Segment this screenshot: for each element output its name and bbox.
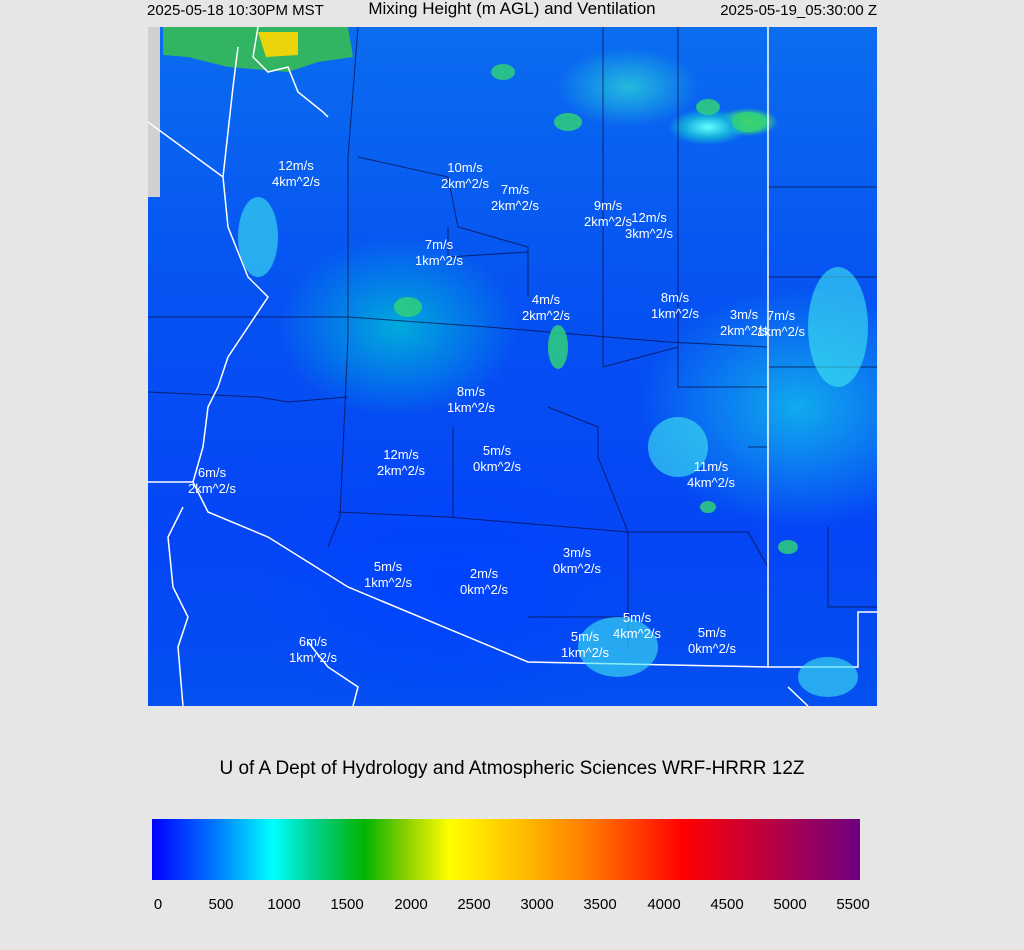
map-label: 5m/s 4km^2/s bbox=[612, 610, 662, 641]
colorbar-tick: 4000 bbox=[647, 896, 681, 913]
colorbar-tick: 5500 bbox=[836, 896, 870, 913]
map-label: 3m/s 0km^2/s bbox=[552, 545, 602, 576]
map-label: 7m/s 1km^2/s bbox=[414, 237, 464, 268]
map-label: 6m/s 2km^2/s bbox=[187, 465, 237, 496]
map-label: 5m/s 1km^2/s bbox=[560, 629, 610, 660]
map-label: 12m/s 2km^2/s bbox=[376, 447, 426, 478]
colorbar-tick: 1000 bbox=[267, 896, 301, 913]
colorbar-tick: 2000 bbox=[394, 896, 428, 913]
map-label: 7m/s 2km^2/s bbox=[490, 182, 540, 213]
colorbar-tick: 3000 bbox=[520, 896, 554, 913]
map-overlay bbox=[148, 27, 877, 706]
colorbar-tick: 500 bbox=[208, 896, 234, 913]
colorbar-tick: 5000 bbox=[773, 896, 807, 913]
utc-timestamp: 2025-05-19_05:30:00 Z bbox=[720, 2, 877, 19]
colorbar-tick: 0 bbox=[153, 896, 163, 913]
map-label: 7m/s 1km^2/s bbox=[756, 308, 806, 339]
model-credit: U of A Dept of Hydrology and Atmospheric Sciences WRF-HRRR 12Z bbox=[219, 758, 805, 779]
map-label: 8m/s 1km^2/s bbox=[650, 290, 700, 321]
colorbar-tick: 4500 bbox=[710, 896, 744, 913]
colorbar-tick: 2500 bbox=[457, 896, 491, 913]
map-label: 12m/s 4km^2/s bbox=[271, 158, 321, 189]
map-label: 8m/s 1km^2/s bbox=[446, 384, 496, 415]
map-label: 10m/s 2km^2/s bbox=[440, 160, 490, 191]
colorbar-ticks bbox=[0, 896, 1024, 916]
local-timestamp: 2025-05-18 10:30PM MST bbox=[147, 2, 324, 19]
high-mixing-region bbox=[163, 27, 353, 72]
map-label: 9m/s 2km^2/s bbox=[583, 198, 633, 229]
baja-coast bbox=[168, 507, 188, 706]
map-label: 11m/s 4km^2/s bbox=[686, 459, 736, 490]
map-label: 12m/s 3km^2/s bbox=[624, 210, 674, 241]
map-label: 2m/s 0km^2/s bbox=[459, 566, 509, 597]
mixing-height-map bbox=[148, 27, 877, 706]
map-label: 6m/s 1km^2/s bbox=[288, 634, 338, 665]
map-label: 5m/s 0km^2/s bbox=[472, 443, 522, 474]
left-strip bbox=[148, 27, 160, 197]
colorbar-tick: 1500 bbox=[330, 896, 364, 913]
map-label: 4m/s 2km^2/s bbox=[521, 292, 571, 323]
rio-grande bbox=[788, 687, 808, 706]
colorbar-tick: 3500 bbox=[583, 896, 617, 913]
map-label: 5m/s 1km^2/s bbox=[363, 559, 413, 590]
map-label: 5m/s 0km^2/s bbox=[687, 625, 737, 656]
colorbar bbox=[152, 819, 860, 880]
map-title: Mixing Height (m AGL) and Ventilation bbox=[368, 0, 656, 18]
map-label: 3m/s 2km^2/s bbox=[719, 307, 769, 338]
